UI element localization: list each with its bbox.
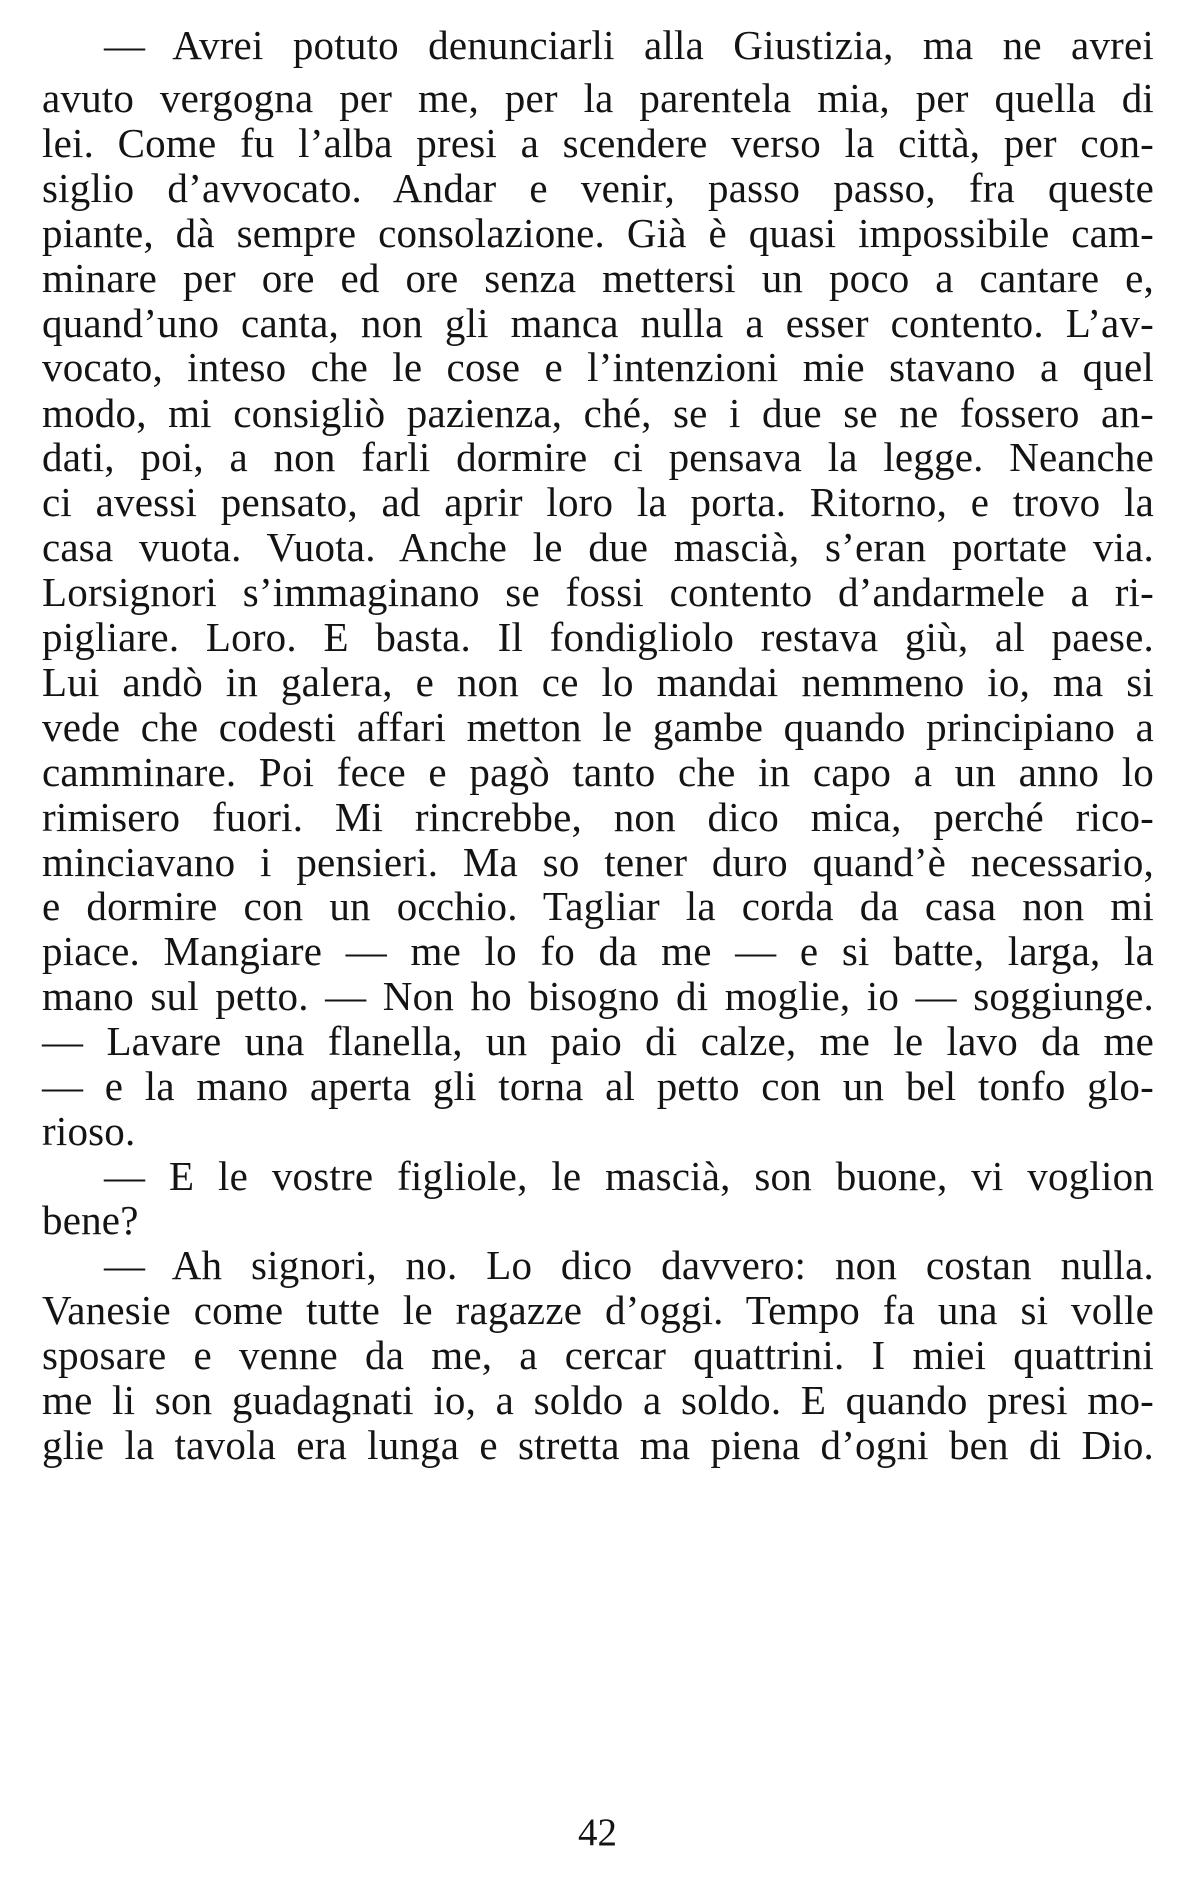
text-line: mano sul petto. — Non ho bisogno di moglie, io — soggiunge.	[42, 973, 1154, 1019]
text-line: Vanesie come tutte le ragazze d’oggi. Tempo fa una si volle	[42, 1287, 1154, 1333]
text-line: Lorsignori s’immaginano se fossi contento d’andarmele a ri-	[42, 569, 1154, 615]
text-line: bene?	[42, 1197, 139, 1243]
text-line: dati, poi, a non farli dormire ci pensava la legge. Neanche	[42, 434, 1154, 480]
text-line: pigliare. Loro. E basta. Il fondigliolo restava giù, al paese.	[42, 614, 1154, 660]
page-number: 42	[578, 1811, 617, 1854]
text-line: — Lavare una flanella, un paio di calze, me le lavo da me	[42, 1018, 1154, 1064]
text-line: ci avessi pensato, ad aprir loro la porta. Ritorno, e trovo la	[42, 479, 1154, 525]
text-line: minciavano i pensieri. Ma so tener duro quand’è necessario,	[42, 839, 1154, 885]
text-line: modo, mi consigliò pazienza, ché, se i due se ne fossero an-	[42, 390, 1154, 436]
text-line: — Avrei potuto denunciarli alla Giustizia, ma ne avrei	[104, 22, 1154, 68]
text-line: rimisero fuori. Mi rincrebbe, non dico mica, perché rico-	[42, 794, 1154, 840]
text-line: me li son guadagnati io, a soldo a soldo. E quando presi mo-	[42, 1377, 1154, 1423]
text-line: minare per ore ed ore senza mettersi un poco a cantare e,	[42, 255, 1154, 301]
text-line: glie la tavola era lunga e stretta ma piena d’ogni ben di Dio.	[42, 1422, 1154, 1468]
text-line: casa vuota. Vuota. Anche le due mascià, s’eran portate via.	[42, 524, 1154, 570]
text-line: vocato, inteso che le cose e l’intenzioni mie stavano a quel	[42, 344, 1154, 390]
text-line: quand’uno canta, non gli manca nulla a esser contento. L’av-	[42, 300, 1154, 346]
text-line: piante, dà sempre consolazione. Già è quasi impossibile cam-	[42, 210, 1154, 256]
text-line: camminare. Poi fece e pagò tanto che in capo a un anno lo	[42, 749, 1154, 795]
text-line: — E le vostre figliole, le mascià, son buone, vi voglion	[104, 1153, 1154, 1199]
text-line: Lui andò in galera, e non ce lo mandai nemmeno io, ma si	[42, 659, 1154, 705]
text-line: — Ah signori, no. Lo dico davvero: non costan nulla.	[104, 1242, 1154, 1288]
text-line: piace. Mangiare — me lo fo da me — e si batte, larga, la	[42, 928, 1154, 974]
text-line: siglio d’avvocato. Andar e venir, passo passo, fra queste	[42, 165, 1154, 211]
text-line: rioso.	[42, 1108, 136, 1154]
text-line: lei. Come fu l’alba presi a scendere verso la città, per con-	[42, 120, 1154, 166]
text-line: e dormire con un occhio. Tagliar la corda da casa non mi	[42, 883, 1154, 929]
text-line: avuto vergogna per me, per la parentela mia, per quella di	[42, 75, 1154, 121]
text-line: vede che codesti affari metton le gambe quando principiano a	[42, 704, 1154, 750]
text-line: — e la mano aperta gli torna al petto con un bel tonfo glo-	[42, 1063, 1154, 1109]
text-line: sposare e venne da me, a cercar quattrini. I miei quattrini	[42, 1332, 1154, 1378]
